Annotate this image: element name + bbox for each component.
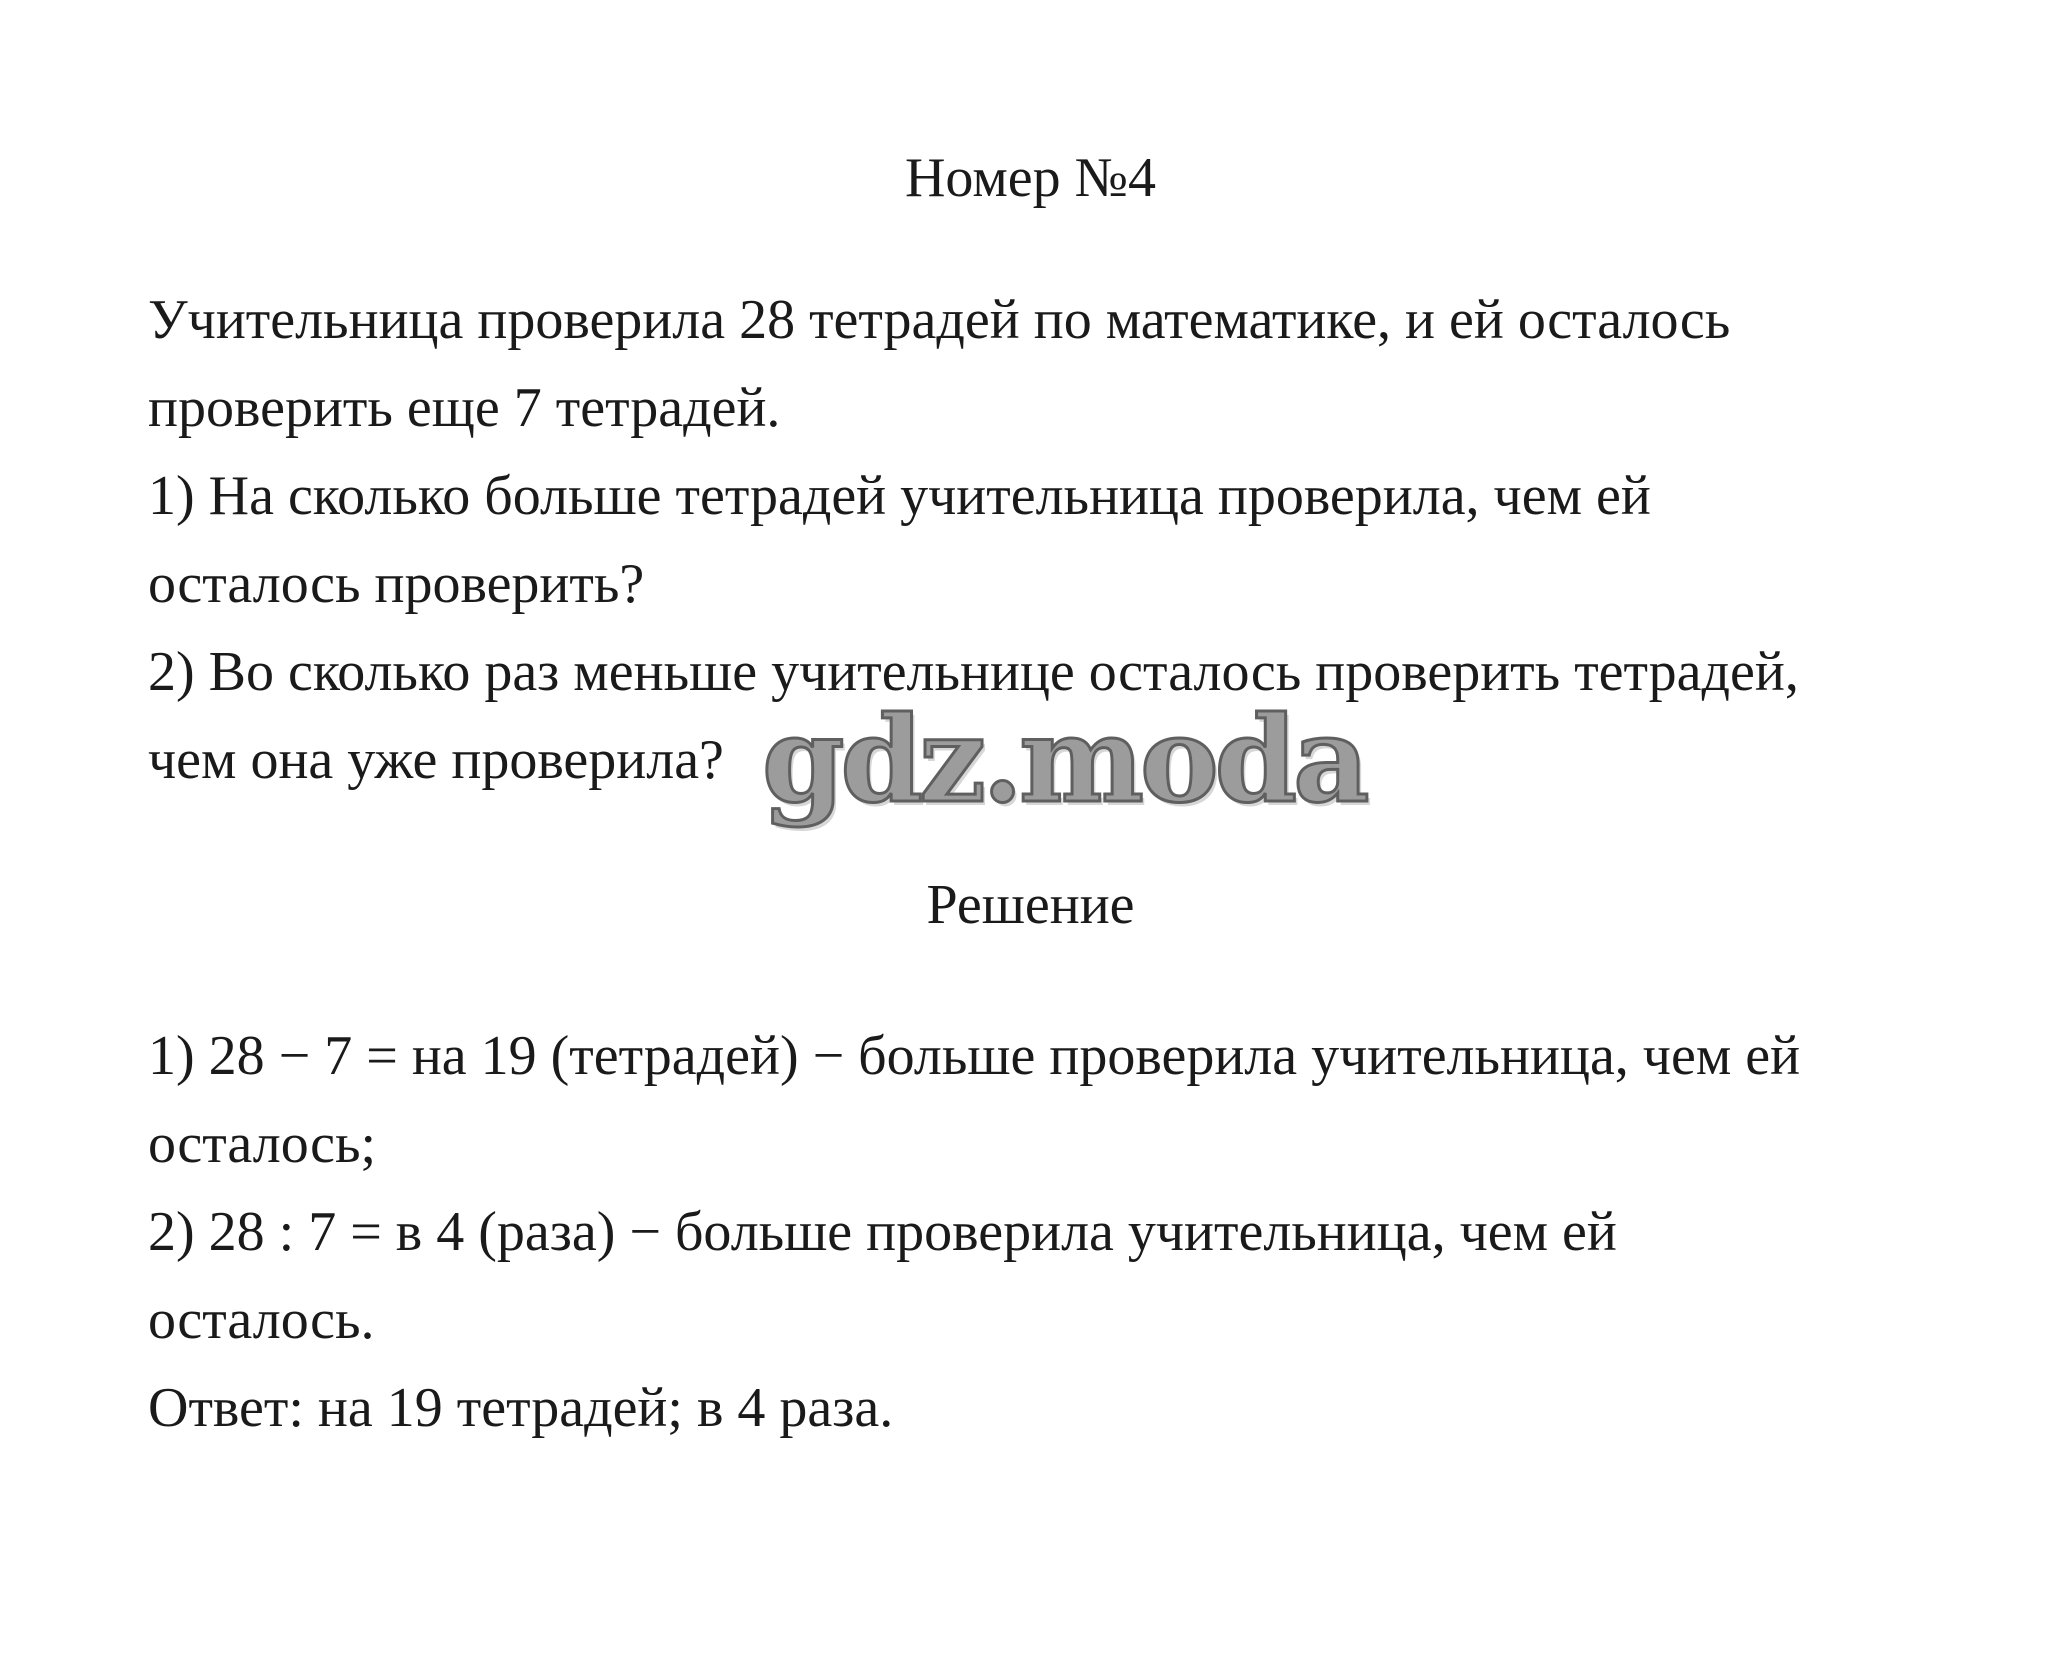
answer-line: Ответ: на 19 тетрадей; в 4 раза. [148, 1377, 894, 1439]
problem-line: проверить еще 7 тетрадей. [148, 377, 781, 439]
problem-question-2-cont: чем она уже проверила? [148, 729, 724, 791]
solution-step-2: 2) 28 : 7 = в 4 (раза) − больше проверила учительница, чем ей [148, 1201, 1617, 1263]
problem-question-1: 1) На сколько больше тетрадей учительница проверила, чем ей [148, 465, 1651, 527]
solution-block [148, 1012, 1948, 1452]
solution-step-1: 1) 28 − 7 = на 19 (тетрадей) − больше проверила учительница, чем ей [148, 1025, 1801, 1087]
problem-question-2: 2) Во сколько раз меньше учительнице осталось проверить тетрадей, [148, 641, 1799, 703]
solution-step-2-cont: осталось. [148, 1289, 375, 1351]
watermark-logo: gdz.moda [762, 690, 1366, 829]
page-title: Номер №4 [904, 147, 1157, 209]
solution-heading: Решение [926, 874, 1135, 936]
solution-step-1-cont: осталось; [148, 1113, 377, 1175]
problem-question-1-cont: осталось проверить? [148, 553, 645, 615]
problem-line: Учительница проверила 28 тетрадей по математике, и ей осталось [148, 289, 1731, 351]
